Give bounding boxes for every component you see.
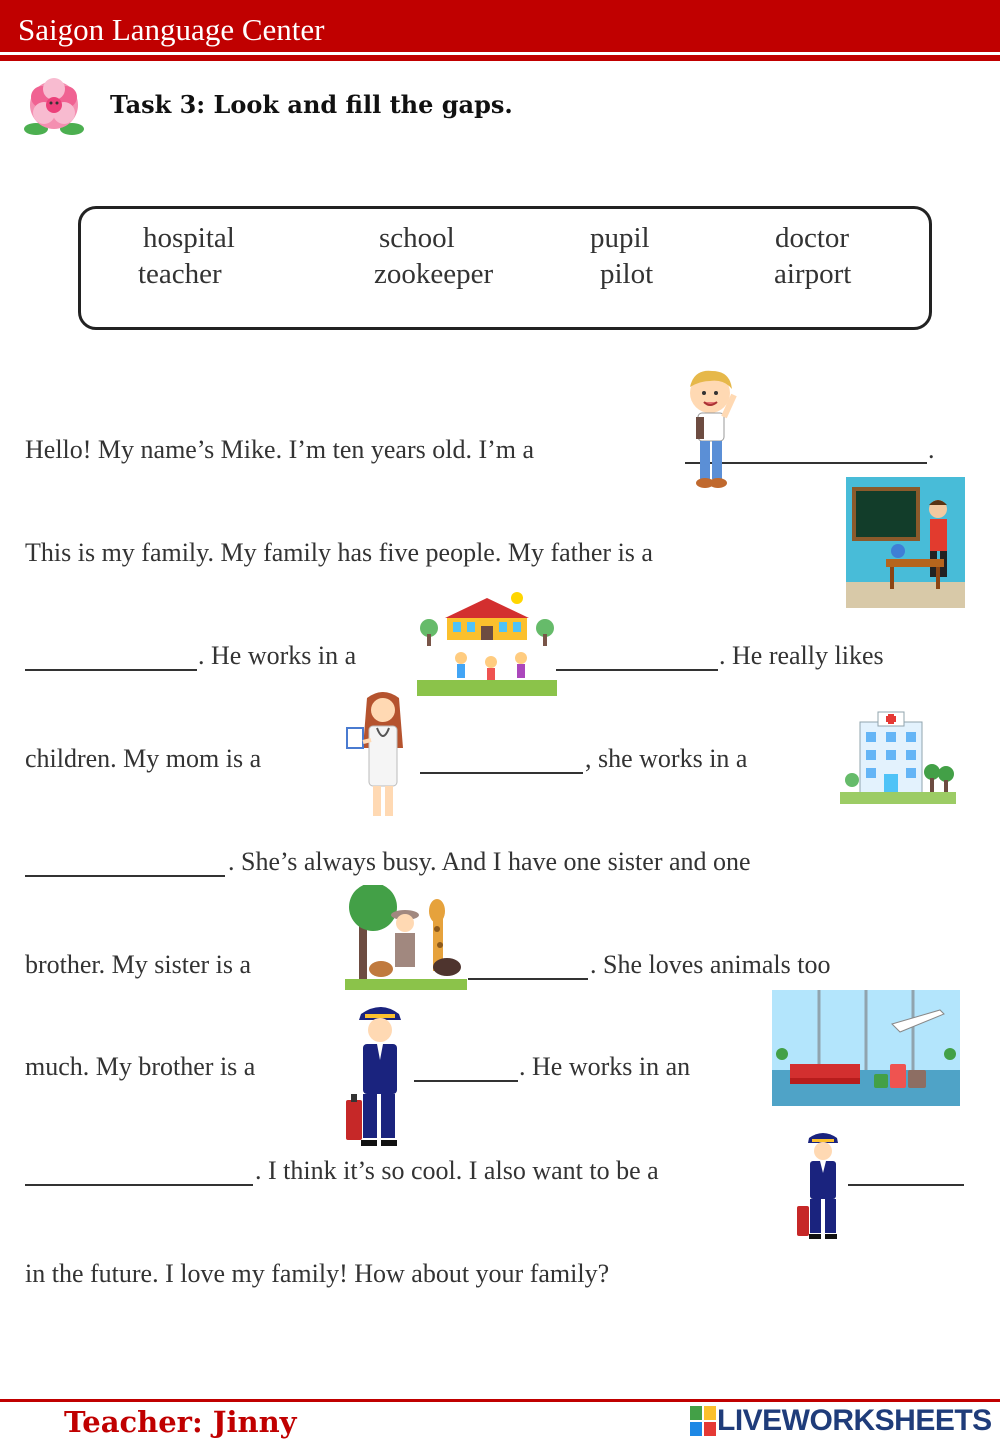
word-bank-item: pilot bbox=[600, 258, 654, 290]
doctor-image bbox=[343, 688, 421, 820]
word-bank-item: zookeeper bbox=[374, 258, 494, 290]
answer-gap-pilot-future[interactable] bbox=[848, 1160, 964, 1186]
word-bank-item: pupil bbox=[590, 222, 650, 254]
teacher-name: Teacher: Jinny bbox=[64, 1405, 297, 1439]
task-title: Task 3: Look and fill the gaps. bbox=[110, 90, 513, 119]
passage-text: . He works in an bbox=[519, 1052, 691, 1081]
answer-gap-school[interactable] bbox=[556, 645, 718, 671]
passage-text: children. My mom is a bbox=[25, 744, 262, 773]
pilot-image bbox=[343, 1000, 418, 1148]
passage-text: brother. My sister is a bbox=[25, 950, 252, 979]
header-title: Saigon Language Center bbox=[18, 12, 325, 47]
word-bank-item: airport bbox=[774, 258, 852, 290]
passage-text: much. My brother is a bbox=[25, 1052, 256, 1081]
answer-gap-hospital[interactable] bbox=[25, 851, 225, 877]
passage-text: . bbox=[928, 435, 935, 464]
zookeeper-image bbox=[345, 885, 467, 990]
passage-text: . He works in a bbox=[198, 641, 357, 670]
answer-gap-pilot[interactable] bbox=[414, 1056, 518, 1082]
airport-image bbox=[772, 990, 960, 1106]
footer-rule bbox=[0, 1399, 1000, 1402]
passage-text: Hello! My name’s Mike. I’m ten years old. I’m a bbox=[25, 435, 535, 464]
liveworksheets-brand[interactable]: LIVEWORKSHEETS bbox=[717, 1404, 992, 1437]
word-bank-item: hospital bbox=[143, 222, 235, 254]
boy-pupil-image bbox=[680, 365, 742, 493]
answer-gap-airport[interactable] bbox=[25, 1160, 253, 1186]
passage-text: , she works in a bbox=[585, 744, 748, 773]
word-bank-item: doctor bbox=[775, 222, 850, 254]
passage-line-9: in the future. I love my family! How about your family? bbox=[25, 1259, 610, 1288]
liveworksheets-logo[interactable] bbox=[690, 1406, 716, 1436]
pilot-small-image bbox=[795, 1128, 851, 1240]
teacher-image bbox=[846, 477, 965, 608]
passage-text: . She loves animals too bbox=[590, 950, 831, 979]
word-bank-item: teacher bbox=[138, 258, 222, 290]
word-bank-item: school bbox=[379, 222, 455, 254]
passage-text: . I think it’s so cool. I also want to be a bbox=[255, 1156, 659, 1185]
answer-gap-teacher[interactable] bbox=[25, 645, 197, 671]
flower-icon bbox=[22, 75, 86, 137]
passage-text: . He really likes bbox=[719, 641, 884, 670]
answer-gap-zookeeper[interactable] bbox=[468, 954, 588, 980]
passage-text: . She’s always busy. And I have one sister and one bbox=[228, 847, 751, 876]
answer-gap-doctor[interactable] bbox=[420, 748, 583, 774]
passage-line-1 bbox=[25, 435, 534, 465]
hospital-image bbox=[840, 708, 956, 804]
school-image bbox=[417, 588, 557, 696]
header-rule bbox=[0, 55, 1000, 61]
passage-line-2: This is my family. My family has five people. My father is a bbox=[25, 538, 653, 567]
